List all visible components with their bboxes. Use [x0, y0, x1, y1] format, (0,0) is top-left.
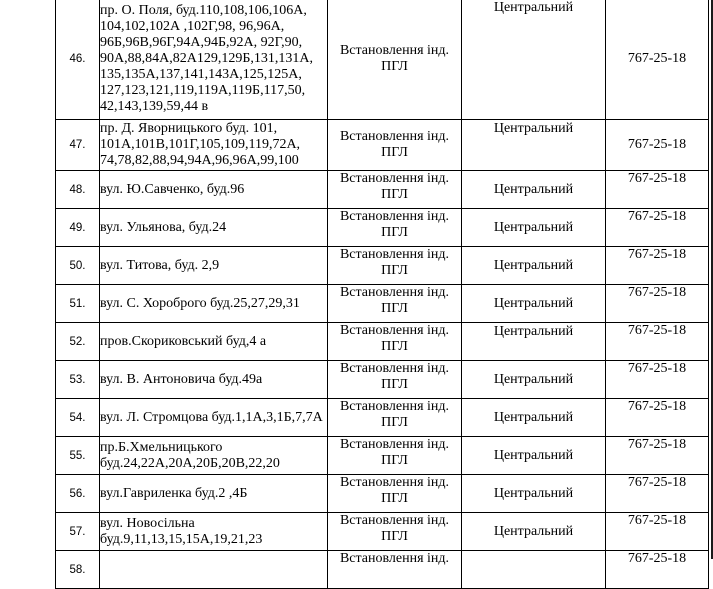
row-number: 51. — [56, 285, 100, 323]
phone-cell: 767-25-18 — [606, 247, 709, 285]
phone-cell: 767-25-18 — [606, 120, 709, 171]
address-cell — [100, 551, 328, 589]
table-row — [56, 551, 709, 589]
work-type-cell — [328, 120, 462, 171]
phone-cell: 767-25-18 — [606, 171, 709, 209]
table-row — [56, 361, 709, 399]
district-cell: Центральний — [462, 0, 606, 120]
work-type-cell: Встановлення інд. ПГЛ — [328, 437, 462, 475]
address-cell: вул. Ульянова, буд.24 — [100, 209, 328, 247]
row-number: 57. — [56, 513, 100, 551]
phone-cell: 767-25-18 — [606, 361, 709, 399]
work-type-cell: Встановлення інд. ПГЛ — [328, 361, 462, 399]
address-cell: вул. Титова, буд. 2,9 — [100, 247, 328, 285]
table-row — [56, 120, 709, 171]
phone-cell: 767-25-18 — [606, 399, 709, 437]
address-cell: вул. В. Антоновича буд.49а — [100, 361, 328, 399]
row-number: 58. — [56, 551, 100, 589]
address-cell: пров.Скориковський буд,4 а — [100, 323, 328, 361]
table-row — [56, 323, 709, 361]
row-number: 55. — [56, 437, 100, 475]
district-cell: Центральний — [462, 475, 606, 513]
row-number: 54. — [56, 399, 100, 437]
district-cell: Центральний — [462, 513, 606, 551]
district-cell: Центральний — [462, 209, 606, 247]
work-type-cell — [328, 0, 462, 120]
table-row — [56, 475, 709, 513]
work-type-cell: Встановлення інд. ПГЛ — [328, 247, 462, 285]
row-number: 52. — [56, 323, 100, 361]
address-cell: вул. С. Хороброго буд.25,27,29,31 — [100, 285, 328, 323]
work-type-cell: Встановлення інд. ПГЛ — [328, 285, 462, 323]
address-cell: пр. О. Поля, буд.110,108,106,106А, 104,102,102А ,102Г,98, 96,96А, 96Б,96В,96Г,94А,94Б,92А, 92Г,90, 90А,88,84А,82А129,129Б,131,131А, 135,135А,137,141,143А,125,125А, 127,123,121,119,119А,119Б,117,50, 42,143,139,59,44 в — [100, 0, 328, 120]
phone-cell: 767-25-18 — [606, 0, 709, 120]
phone-cell: 767-25-18 — [606, 551, 709, 589]
phone-cell: 767-25-18 — [606, 285, 709, 323]
address-cell: вул.Гавриленка буд.2 ,4Б — [100, 475, 328, 513]
district-text: Центральний — [493, 324, 574, 339]
district-cell: Центральний — [462, 285, 606, 323]
table-row — [56, 285, 709, 323]
phone-cell: 767-25-18 — [606, 437, 709, 475]
work-type-cell: Встановлення інд. — [328, 551, 462, 589]
work-type-text: Встановлення інд. ПГЛ — [339, 43, 450, 74]
district-cell — [462, 551, 606, 589]
district-cell: Центральний — [462, 399, 606, 437]
table-row — [56, 171, 709, 209]
phone-cell: 767-25-18 — [606, 475, 709, 513]
table-row — [56, 0, 709, 120]
address-cell: пр.Б.Хмельницького буд.24,22А,20А,20Б,20В,22,20 — [100, 437, 328, 475]
row-number: 56. — [56, 475, 100, 513]
row-number: 47. — [56, 120, 100, 171]
table-row — [56, 399, 709, 437]
address-cell: вул. Новосільна буд.9,11,13,15,15А,19,21,23 — [100, 513, 328, 551]
district-cell: Центральний — [462, 120, 606, 171]
row-number: 53. — [56, 361, 100, 399]
row-number: 49. — [56, 209, 100, 247]
address-cell: вул. Ю.Савченко, буд.96 — [100, 171, 328, 209]
district-cell: Центральний — [462, 171, 606, 209]
work-type-cell: Встановлення інд. ПГЛ — [328, 399, 462, 437]
table-row — [56, 437, 709, 475]
district-cell: Центральний — [462, 437, 606, 475]
work-type-cell: Встановлення інд. ПГЛ — [328, 513, 462, 551]
district-cell: Центральний — [462, 247, 606, 285]
phone-cell: 767-25-18 — [606, 513, 709, 551]
district-cell — [462, 323, 606, 361]
phone-cell: 767-25-18 — [606, 323, 709, 361]
work-type-cell: Встановлення інд. ПГЛ — [328, 475, 462, 513]
work-type-cell: Встановлення інд. ПГЛ — [328, 171, 462, 209]
table-row — [56, 513, 709, 551]
district-cell: Центральний — [462, 361, 606, 399]
row-number: 48. — [56, 171, 100, 209]
row-number: 50. — [56, 247, 100, 285]
work-type-text: Встановлення інд. ПГЛ — [339, 129, 450, 160]
address-cell: пр. Д. Яворницького буд. 101, 101А,101В,101Г,105,109,119,72А, 74,78,82,88,94,94А,96,96А,99,100 — [100, 120, 328, 171]
address-cell: вул. Л. Стромцова буд.1,1А,3,1Б,7,7А — [100, 399, 328, 437]
work-type-cell: Встановлення інд. ПГЛ — [328, 209, 462, 247]
row-number: 46. — [56, 0, 100, 120]
phone-cell: 767-25-18 — [606, 209, 709, 247]
table-row — [56, 247, 709, 285]
table-row — [56, 209, 709, 247]
work-type-cell: Встановлення інд. ПГЛ — [328, 323, 462, 361]
gas-meter-installation-table — [55, 0, 709, 589]
